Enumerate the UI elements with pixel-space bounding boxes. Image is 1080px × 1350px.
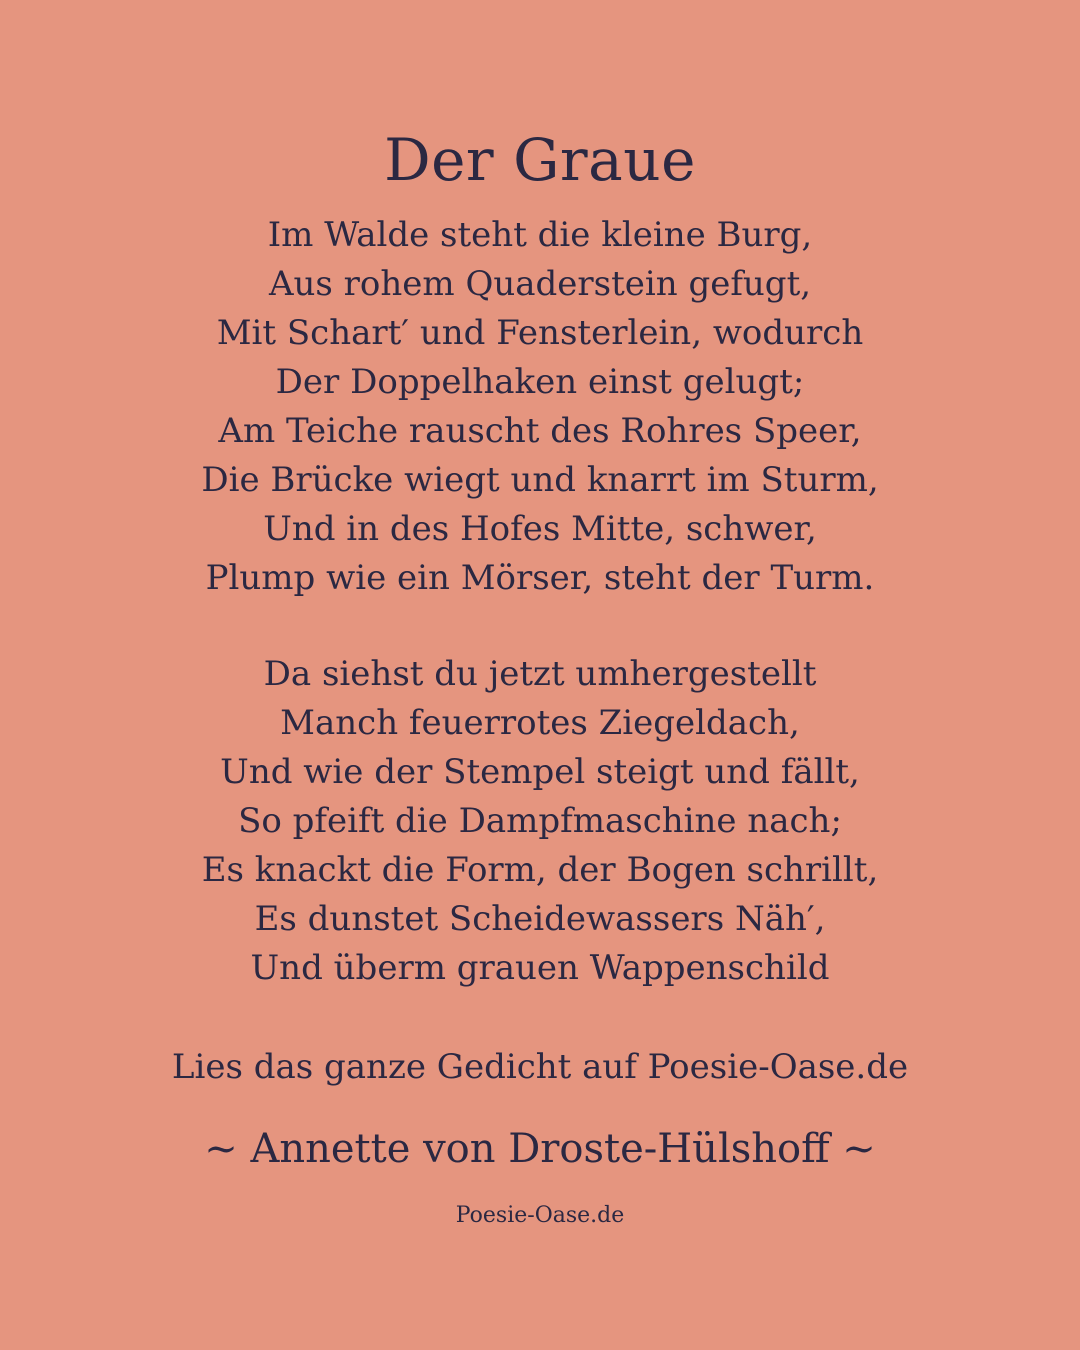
- verse-line: Die Brücke wiegt und knarrt im Sturm,: [201, 460, 879, 500]
- verse-line: Aus rohem Quaderstein gefugt,: [268, 264, 812, 304]
- read-full-poem-text: Lies das ganze Gedicht auf Poesie-Oase.de: [171, 1047, 909, 1087]
- verse-line: Und überm grauen Wappenschild: [250, 948, 830, 988]
- verse-line: Und in des Hofes Mitte, schwer,: [263, 509, 817, 549]
- verse-line: So pfeift die Dampfmaschine nach;: [238, 801, 842, 841]
- verse-line: Da siehst du jetzt umhergestellt: [263, 654, 817, 694]
- verse-line: Und wie der Stempel steigt und fällt,: [220, 752, 860, 792]
- stanza-1: [0, 211, 1080, 603]
- site-footer: Poesie-Oase.de: [455, 1203, 625, 1228]
- verse-line: Mit Schart′ und Fensterlein, wodurch: [216, 313, 864, 353]
- verse-line: Der Doppelhaken einst gelugt;: [275, 362, 805, 402]
- verse-line: Es dunstet Scheidewassers Näh′,: [254, 899, 826, 939]
- verse-line: Plump wie ein Mörser, steht der Turm.: [205, 558, 875, 598]
- verse-line: Es knackt die Form, der Bogen schrillt,: [201, 850, 879, 890]
- author-signature: ~ Annette von Droste-Hülshoff ~: [204, 1126, 876, 1172]
- stanza-2: [0, 650, 1080, 993]
- verse-line: Am Teiche rauscht des Rohres Speer,: [218, 411, 862, 451]
- verse-line: Im Walde steht die kleine Burg,: [267, 215, 813, 255]
- poem-title: Der Graue: [384, 126, 696, 194]
- verse-line: Manch feuerrotes Ziegeldach,: [280, 703, 800, 743]
